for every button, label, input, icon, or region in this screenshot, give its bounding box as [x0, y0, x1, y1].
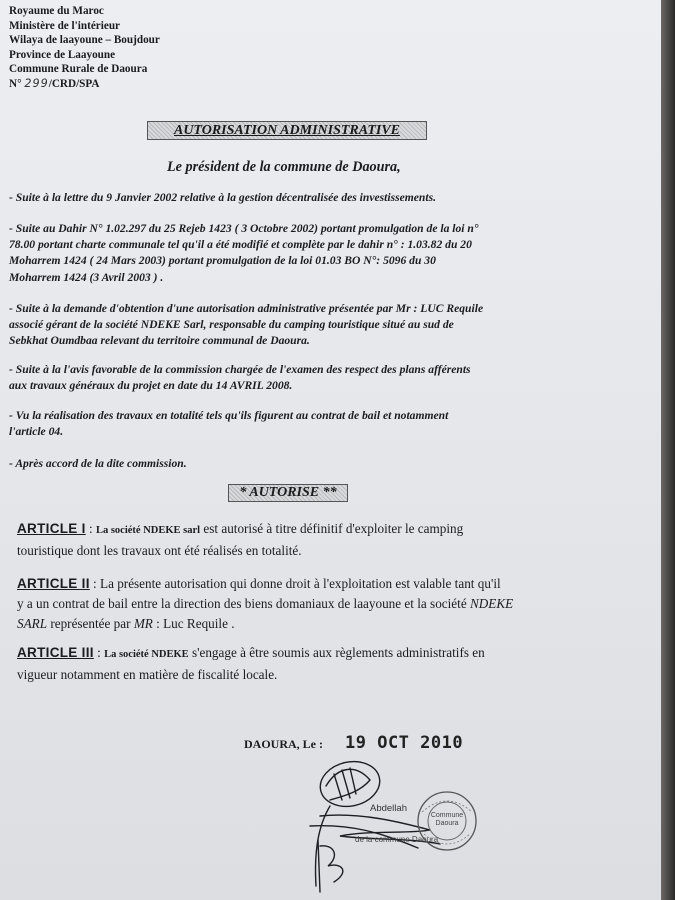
- recital-line: 78.00 portant charte communale tel qu'il a été modifié et complète par le dahir n° : 1.03.82 du 20: [9, 238, 472, 252]
- article-line: [17, 594, 513, 614]
- article-line: [17, 643, 485, 665]
- date-stamp: 19 OCT 2010: [345, 733, 464, 753]
- article-company: SARL: [17, 616, 48, 631]
- letterhead-province: Province de Laayoune: [9, 48, 116, 61]
- letterhead-ministry: Ministère de l'intérieur: [9, 19, 121, 32]
- article-3: [17, 643, 485, 685]
- article-line: vigueur notamment en matière de fiscalité locale.: [17, 667, 278, 682]
- background-edge: [661, 0, 675, 900]
- recital-line: - Suite au Dahir N° 1.02.297 du 25 Rejeb 1423 ( 3 Octobre 2002) portant promulgation de la loi n°: [9, 222, 479, 235]
- recital-line: - Suite à la lettre du 9 Janvier 2002 relative à la gestion décentralisée des investissements.: [9, 191, 437, 204]
- president-heading: Le président de la commune de Daoura,: [167, 159, 401, 175]
- article-label: ARTICLE I: [17, 521, 86, 536]
- recital-line: Moharrem 1424 (3 Avril 2003 ) .: [9, 270, 164, 284]
- article-separator: :: [93, 645, 105, 660]
- article-1: [17, 519, 463, 561]
- reference-prefix: N°: [9, 77, 22, 90]
- article-text: représentée par: [47, 616, 134, 631]
- article-text: s'engage à être soumis aux règlements administratifs en: [188, 645, 485, 660]
- article-line: [17, 574, 513, 594]
- recital-line: associé gérant de la société NDEKE Sarl, responsable du camping touristique situé au sud de: [9, 318, 454, 332]
- article-text: : La présente autorisation qui donne droit à l'exploitation est valable tant qu'il: [89, 576, 501, 591]
- letterhead-wilaya: Wilaya de laayoune – Boujdour: [9, 34, 160, 47]
- article-company: La société NDEKE: [104, 649, 189, 660]
- article-company: La société NDEKE sarl: [95, 525, 201, 536]
- letterhead-commune: Commune Rurale de Daoura: [9, 63, 148, 76]
- article-label: ARTICLE III: [17, 645, 94, 660]
- recital-line: aux travaux généraux du projet en date du 14 AVRIL 2008.: [9, 379, 293, 393]
- article-label: ARTICLE II: [17, 576, 90, 591]
- recital-line: - Suite à la demande d'obtention d'une autorisation administrative présentée par Mr : LUC Requile: [9, 302, 484, 315]
- signatory-title: de la commune Daoura: [355, 835, 439, 844]
- article-line: touristique dont les travaux ont été réalisés en totalité.: [17, 543, 302, 558]
- recital-line: - Après accord de la dite commission.: [9, 457, 187, 470]
- recital-line: - Vu la réalisation des travaux en totalité tels qu'ils figurent au contrat de bail et notamment: [9, 409, 449, 422]
- article-line: [17, 614, 513, 634]
- article-text: est autorisé à titre définitif d'exploiter le camping: [200, 521, 464, 536]
- recital-agreement: [9, 456, 187, 472]
- article-text: : Luc Requile .: [152, 616, 235, 631]
- recital-commission: [9, 362, 471, 394]
- seal-line: Daoura: [435, 820, 459, 827]
- letterhead-kingdom: Royaume du Maroc: [9, 5, 104, 17]
- signatory-name: Abdellah: [370, 803, 407, 814]
- recital-line: - Suite à la l'avis favorable de la commission chargée de l'examen des respect des plans afférents: [9, 363, 471, 376]
- recital-line: Moharrem 1424 ( 24 Mars 2003) portant promulgation de la loi 01.03 BO N°: 5096 du 30: [9, 254, 436, 268]
- recital-line: Sebkhat Oumdbaa relevant du territoire communal de Daoura.: [9, 334, 310, 348]
- recital-line: l'article 04.: [9, 425, 64, 439]
- article-text: y a un contrat de bail entre la direction des biens domaniaux de laayoune et la société: [17, 596, 470, 611]
- document-title: AUTORISATION ADMINISTRATIVE: [147, 121, 427, 140]
- recital-letter: [9, 190, 436, 206]
- seal-label: [426, 812, 468, 828]
- article-2: [17, 574, 513, 634]
- reference-number: [9, 78, 99, 90]
- recital-request: [9, 301, 483, 350]
- article-separator: :: [85, 521, 96, 536]
- article-company: NDEKE: [469, 596, 514, 611]
- seal-line: Commune: [430, 812, 464, 819]
- reference-suffix: /CRD/SPA: [48, 77, 100, 90]
- recital-works: [9, 408, 448, 440]
- date-label: DAOURA, Le :: [244, 737, 323, 751]
- reference-handwritten-number: 299: [24, 76, 49, 90]
- letterhead: [9, 4, 160, 92]
- article-line: [17, 519, 463, 541]
- article-text: MR: [133, 616, 153, 631]
- recital-dahir: [9, 221, 479, 286]
- autorise-heading: * AUTORISE **: [228, 484, 348, 502]
- date-line: [244, 733, 463, 753]
